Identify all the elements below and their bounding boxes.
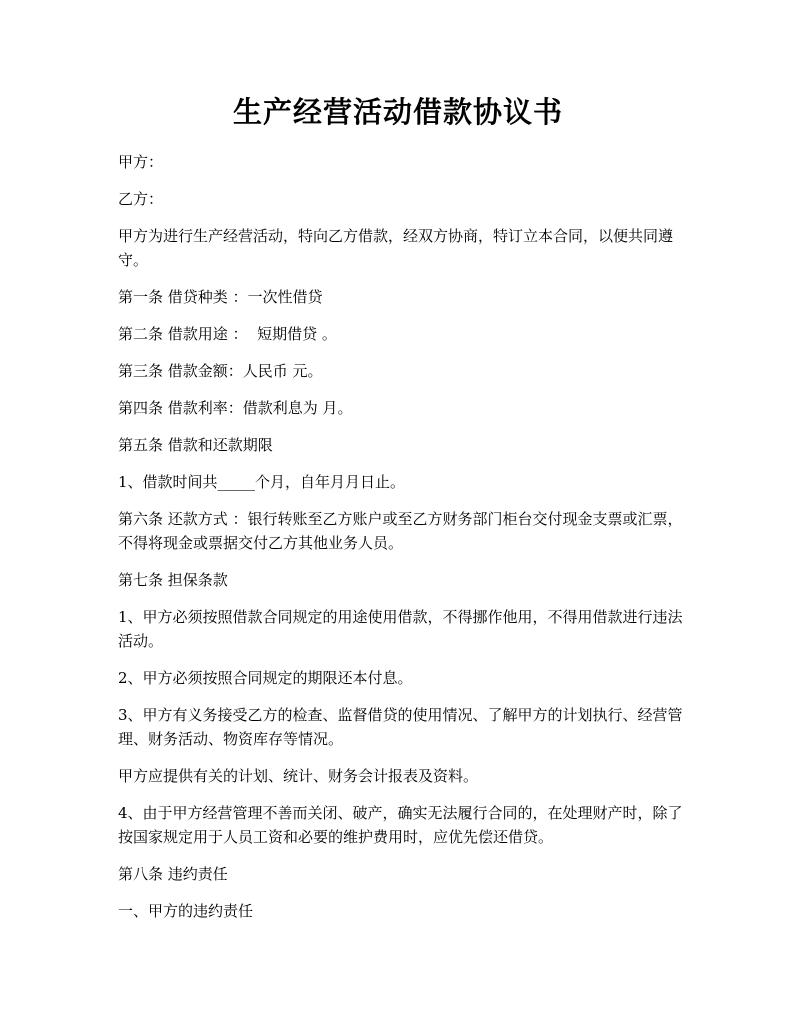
article-7-item-4: 4、由于甲方经营管理不善而关闭、破产，确实无法履行合同的，在处理财产时，除了按国家规定用于人员工资和必要的维护费用时，应优先偿还借贷。 xyxy=(118,804,683,846)
article-4-interest-rate: 第四条 借款利率：借款利息为 月。 xyxy=(118,399,353,417)
article-2-loan-purpose: 第二条 借款用途 ： 短期借贷 。 xyxy=(118,325,337,343)
article-1-loan-type: 第一条 借贷种类 ：一次性借贷 xyxy=(118,288,323,306)
preamble-paragraph: 甲方为进行生产经营活动，特向乙方借款，经双方协商，特订立本合同，以便共同遵守。 xyxy=(118,227,674,269)
article-7-item-1: 1、甲方必须按照借款合同规定的用途使用借款，不得挪作他用，不得用借款进行违法活动。 xyxy=(118,608,683,650)
article-7-item-3-note: 甲方应提供有关的计划、统计、财务会计报表及资料。 xyxy=(118,767,479,785)
party-a-line: 甲方： xyxy=(118,153,164,171)
article-7-item-2: 2、甲方必须按照合同规定的期限还本付息。 xyxy=(118,669,413,687)
article-7-heading: 第七条 担保条款 xyxy=(118,571,228,589)
article-8-heading: 第八条 违约责任 xyxy=(118,865,228,883)
party-b-line: 乙方： xyxy=(118,190,164,208)
article-8-section-1-heading: 一、甲方的违约责任 xyxy=(118,902,254,920)
article-6-repayment-method: 第六条 还款方式 ：银行转账至乙方账户或至乙方财务部门柜台交付现金支票或汇票，不得将现金或票据交付乙方其他业务人员。 xyxy=(118,510,683,552)
article-7-item-3: 3、甲方有义务接受乙方的检查、监督借贷的使用情况、了解甲方的计划执行、经营管理、财务活动、物资库存等情况。 xyxy=(118,706,683,748)
article-3-loan-amount: 第三条 借款金额：人民币 元。 xyxy=(118,362,323,380)
document-title: 生产经营活动借款协议书 xyxy=(232,95,563,129)
article-5-heading: 第五条 借款和还款期限 xyxy=(118,436,273,454)
document-body xyxy=(118,150,684,936)
article-5-item-1: 1、借款时间共_____个月，自年月月日止。 xyxy=(118,473,406,491)
